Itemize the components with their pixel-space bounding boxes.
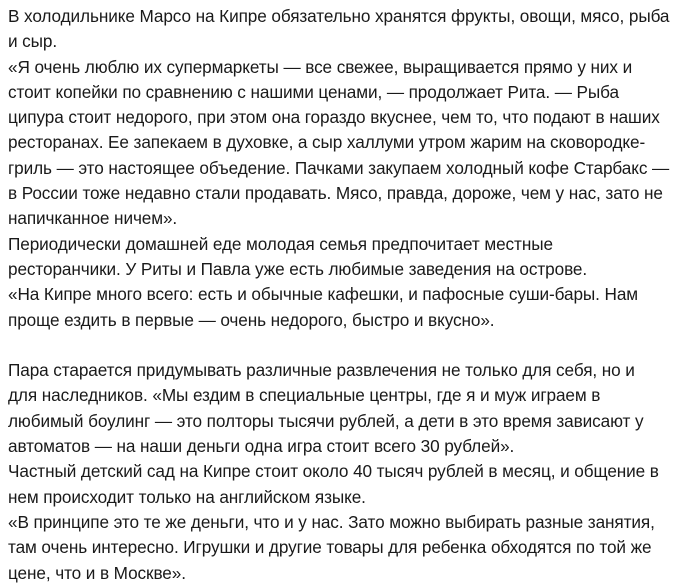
text-line: для наследников. «Мы ездим в специальные центры, где я и муж играем в — [8, 385, 601, 406]
paragraph-gap — [8, 333, 691, 358]
text-line: нем происходит только на английском языке. — [8, 486, 366, 507]
text-line: ципура стоит недорого, при этом она гораздо вкуснее, чем то, что подают в наших — [8, 107, 660, 128]
text-line: там очень интересно. Игрушки и другие товары для ребенка обходятся по той же — [8, 537, 652, 558]
text-line: напичканное ничем». — [8, 208, 178, 229]
text-line: ресторанчики. У Риты и Павла уже есть любимые заведения на острове. — [8, 258, 588, 279]
text-line: ресторанах. Ее запекаем в духовке, а сыр халлуми утром жарим на сковородке- — [8, 132, 646, 153]
text-line: «Я очень люблю их супермаркеты — все свежее, выращивается прямо у них и — [8, 56, 633, 77]
text-line: любимый боулинг — это полторы тысячи рублей, а дети в это время зависают у — [8, 410, 644, 431]
text-line: В холодильнике Марсо на Кипре обязательно хранятся фрукты, овощи, мясо, рыба — [8, 6, 670, 26]
text-line: в России тоже недавно стали продавать. Мясо, правда, дороже, чем у нас, зато не — [8, 183, 663, 204]
text-line: Частный детский сад на Кипре стоит около 40 тысяч рублей в месяц, и общение в — [8, 461, 659, 482]
text-line: проще ездить в первые — очень недорого, быстро и вкусно». — [8, 309, 495, 330]
text-line: Периодически домашней еде молодая семья предпочитает местные — [8, 233, 553, 254]
text-line: гриль — это настоящее объедение. Пачками закупаем холодный кофе Старбакс — — [8, 157, 670, 178]
text-line: стоит копейки по сравнению с нашими ценами, — продолжает Рита. — Рыба — [8, 81, 619, 102]
text-line: цене, что и в Москве». — [8, 562, 186, 583]
text-line: Пара старается придумывать различные развлечения не только для себя, но и — [8, 360, 635, 381]
text-line: и сыр. — [8, 31, 58, 52]
text-line: «На Кипре много всего: есть и обычные кафешки, и пафосные суши-бары. Нам — [8, 284, 639, 305]
text-line: «В принципе это те же деньги, что и у нас. Зато можно выбирать разные занятия, — [8, 511, 655, 532]
text-line: автоматов — на наши деньги одна игра стоит всего 30 рублей». — [8, 436, 515, 457]
